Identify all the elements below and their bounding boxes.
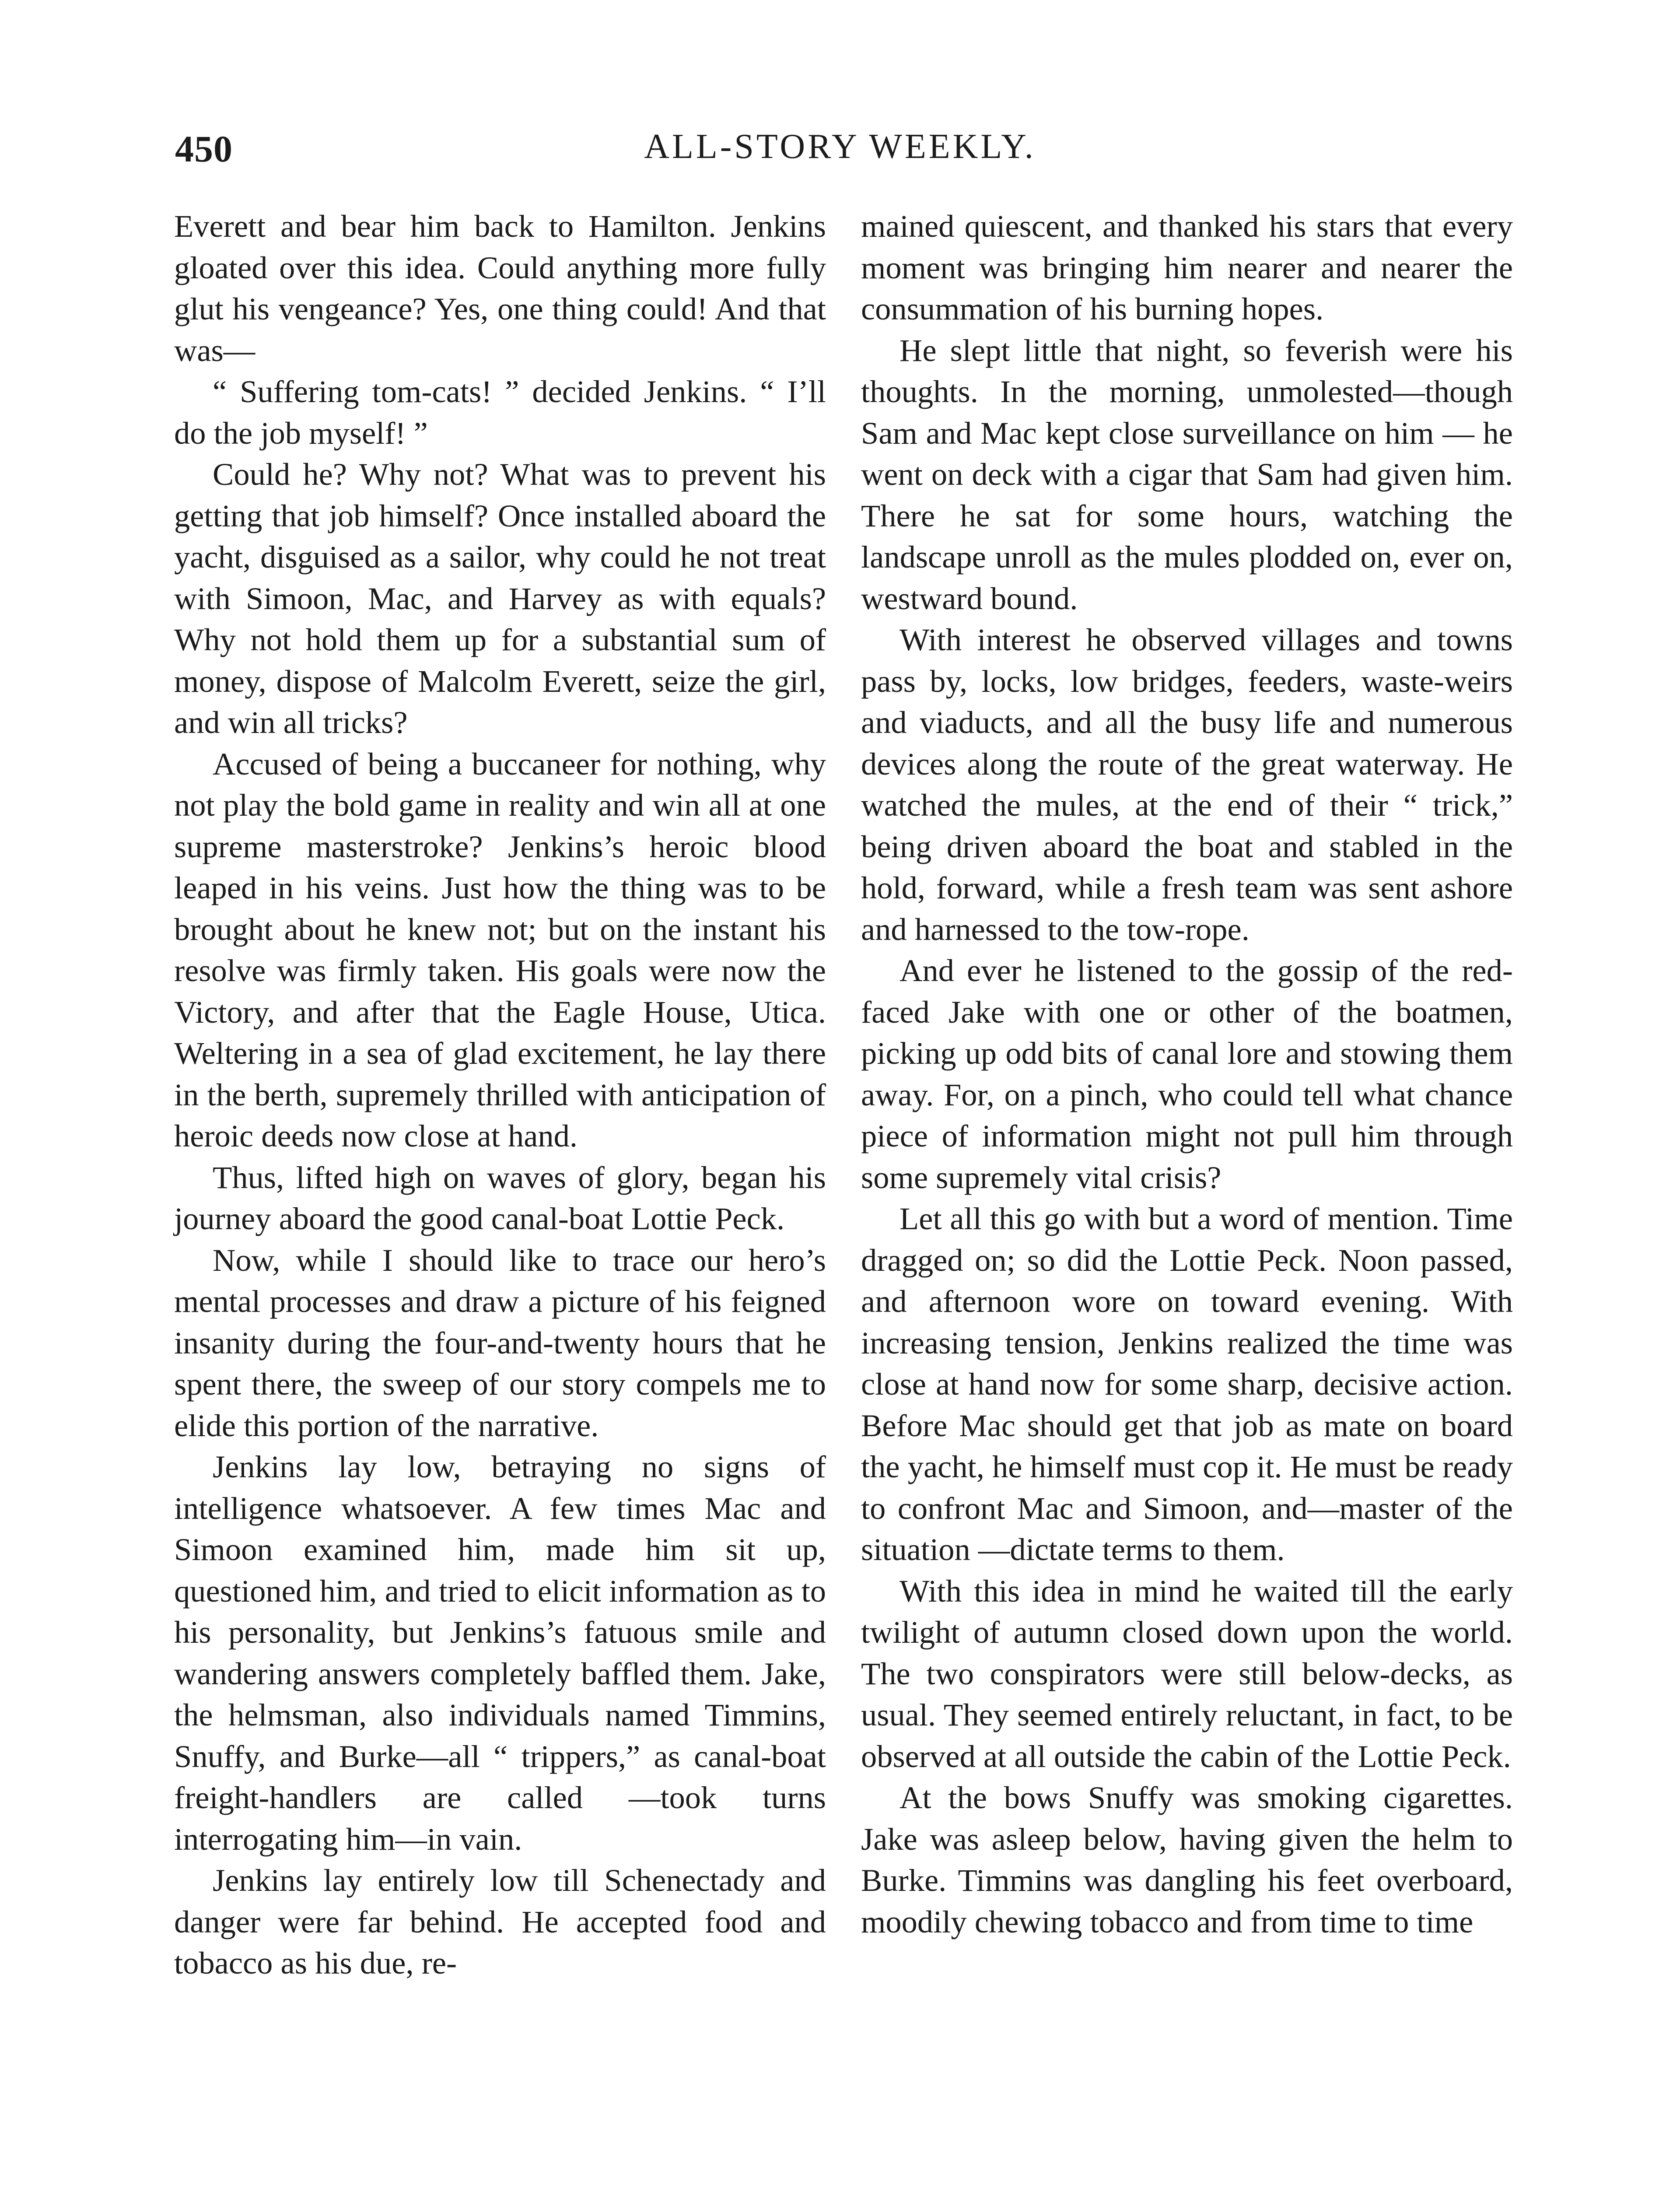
paragraph: And ever he listened to the gossip of the red-faced Jake with one or other of the boatmen, picking up odd bits of canal lore and stowing them away. For, on a pinch, who could tell what chance piece of information might not pull him through some supremely vital crisis? — [861, 953, 1513, 1195]
paragraph: mained quiescent, and thanked his stars that every moment was bringing him nearer and nearer the consummation of his burning hopes. — [861, 208, 1513, 326]
left-column — [174, 206, 826, 1984]
paragraph: He slept little that night, so feverish were his thoughts. In the morning, unmolested—though Sam and Mac kept close surveillance on him — he went on deck with a cigar that Sam had given him. There he sat for some hours, watching the landscape unroll as the mules plodded on, ever on, westward bound. — [861, 332, 1513, 616]
paragraph: Jenkins lay low, betraying no signs of intelligence whatsoever. A few times Mac and Simoon examined him, made him sit up, questioned him, and tried to elicit information as to his personality, but Jenkins’s fatuous smile and wandering answers completely baffled them. Jake, the helmsman, also individuals named Timmins, Snuffy, and Burke—all “ trippers,” as canal-boat freight-handlers are called —took turns interrogating him—in vain. — [174, 1449, 826, 1857]
paragraph: Let all this go with but a word of mention. Time dragged on; so did the Lottie Peck. Noon passed, and afternoon wore on toward evening. With increasing tension, Jenkins realized the time was close at hand now for some sharp, decisive action. Before Mac should get that job as mate on board the yacht, he himself must cop it. He must be ready to confront Mac and Simoon, and—master of the situation —dictate terms to them. — [861, 1201, 1513, 1567]
paragraph: Could he? Why not? What was to prevent his getting that job himself? Once installed aboard the yacht, disguised as a sailor, why could he not treat with Simoon, Mac, and Harvey as with equals? Why not hold them up for a substantial sum of money, dispose of Malcolm Everett, seize the girl, and win all tricks? — [174, 456, 826, 740]
paragraph: With interest he observed villages and towns pass by, locks, low bridges, feeders, waste-weirs and viaducts, and all the busy life and numerous devices along the route of the great waterway. He watched the mules, at the end of their “ trick,” being driven aboard the boat and stabled in the hold, forward, while a fresh team was sent ashore and harnessed to the tow-rope. — [861, 622, 1513, 947]
paragraph: At the bows Snuffy was smoking cigarettes. Jake was asleep below, having given the helm to Burke. Timmins was dangling his feet overboard, moodily chewing tobacco and from time to time — [861, 1780, 1513, 1939]
running-head: ALL-STORY WEEKLY. — [644, 127, 1036, 166]
page-header — [0, 127, 1680, 179]
paragraph: Jenkins lay entirely low till Schenectady and danger were far behind. He accepted food and tobacco as his due, re- — [174, 1862, 826, 1981]
page-number: 450 — [175, 128, 233, 170]
paragraph: “ Suffering tom-cats! ” decided Jenkins. “ I’ll do the job myself! ” — [174, 374, 826, 451]
right-column — [861, 206, 1513, 1943]
paragraph: Now, while I should like to trace our hero’s mental processes and draw a picture of his feigned insanity during the four-and-twenty hours that he spent there, the sweep of our story compels me to elide this portion of the narrative. — [174, 1242, 826, 1443]
paragraph: Thus, lifted high on waves of glory, began his journey aboard the good canal-boat Lottie Peck. — [174, 1159, 826, 1236]
paragraph: Accused of being a buccaneer for nothing, why not play the bold game in reality and win all at one supreme masterstroke? Jenkins’s heroic blood leaped in his veins. Just how the thing was to be brought about he knew not; but on the instant his resolve was firmly taken. His goals were now the Victory, and after that the Eagle House, Utica. Weltering in a sea of glad excitement, he lay there in the berth, supremely thrilled with anticipation of heroic deeds now close at hand. — [174, 746, 826, 1154]
paragraph: Everett and bear him back to Hamilton. Jenkins gloated over this idea. Could anything more fully glut his vengeance? Yes, one thing could! And that was— — [174, 208, 826, 368]
paragraph: With this idea in mind he waited till the early twilight of autumn closed down upon the world. The two conspirators were still below-decks, as usual. They seemed entirely reluctant, in fact, to be observed at all outside the cabin of the Lottie Peck. — [861, 1573, 1513, 1774]
